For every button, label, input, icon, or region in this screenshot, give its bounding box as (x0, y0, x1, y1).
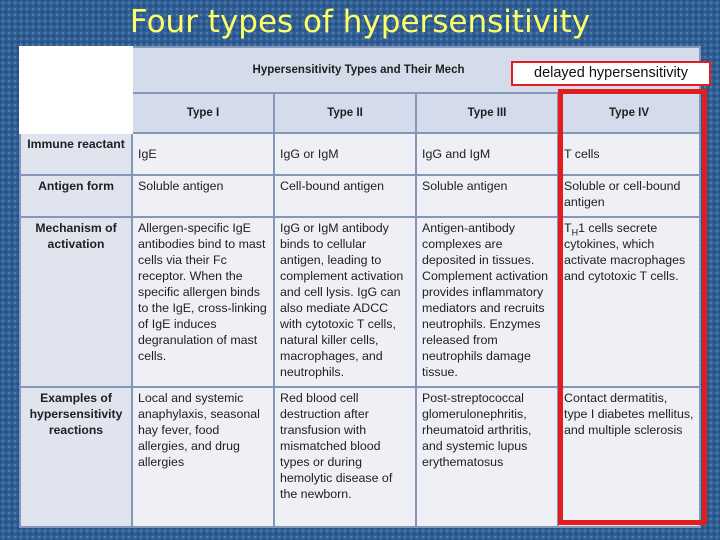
th1-prefix: T (564, 221, 572, 235)
table-cell: Red blood cell destruction after transfusion with mismatched blood types or during hemolytic disease of the newborn. (274, 387, 416, 527)
table-cell: Soluble antigen (416, 175, 558, 217)
column-header-type-2: Type II (274, 93, 416, 133)
row-header-antigen-form: Antigen form (20, 175, 132, 217)
table-cell: IgG or IgM antibody binds to cellular antigen, leading to complement activation and cell lysis. IgG can also mediate ADCC with cytotoxic T cells, natural killer cells, macrophages, and neutrophils. (274, 217, 416, 387)
row-header-immune-reactant: Immune reactant (20, 133, 132, 175)
table-banner: Hypersensitivity Types and Their Mech (132, 47, 700, 93)
column-header-row (20, 93, 700, 133)
table-row-mechanism (20, 217, 700, 387)
slide-title: Four types of hypersensitivity (129, 4, 591, 40)
blank-corner-cell (20, 47, 132, 93)
row-header-mechanism: Mechanism of activation (20, 217, 132, 387)
table-row-examples (20, 387, 700, 527)
table-cell: IgG or IgM (274, 133, 416, 175)
table-cell: Allergen-specific IgE antibodies bind to mast cells via their Fc receptor. When the specific allergen binds to the IgE, cross-linking of IgE induces degranulation of mast cells. (132, 217, 274, 387)
table-cell: Post-streptococcal glomerulonephritis, rheumatoid arthritis, and systemic lupus erythematosus (416, 387, 558, 527)
table-cell: Cell-bound antigen (274, 175, 416, 217)
th1-subscript: H (571, 227, 579, 238)
table-cell: Contact dermatitis, type I diabetes mellitus, and multiple sclerosis (558, 387, 700, 527)
table-cell: IgE (132, 133, 274, 175)
hypersensitivity-table-container (19, 46, 699, 524)
column-header-type-1: Type I (132, 93, 274, 133)
delayed-hypersensitivity-annotation: delayed hypersensitivity (511, 61, 711, 86)
table-cell: T cells (558, 133, 700, 175)
table-row-antigen-form (20, 175, 700, 217)
hypersensitivity-table (19, 46, 701, 528)
table-row-immune-reactant (20, 133, 700, 175)
row-header-examples: Examples of hypersensitivity reactions (20, 387, 132, 527)
blank-corner-cell (20, 93, 132, 133)
table-cell (558, 217, 700, 387)
th1-text: 1 cells secrete cytokines, which activate macrophages and cytotoxic T cells. (564, 221, 686, 283)
table-cell: Local and systemic anaphylaxis, seasonal hay fever, food allergies, and drug allergies (132, 387, 274, 527)
column-header-type-3: Type III (416, 93, 558, 133)
table-cell: Antigen-antibody complexes are deposited in tissues. Complement activation provides inflammatory mediators and recruits neutrophils. Enzymes released from neutrophils damage tissue. (416, 217, 558, 387)
table-cell: IgG and IgM (416, 133, 558, 175)
column-header-type-4: Type IV (558, 93, 700, 133)
table-cell: Soluble or cell-bound antigen (558, 175, 700, 217)
table-cell: Soluble antigen (132, 175, 274, 217)
